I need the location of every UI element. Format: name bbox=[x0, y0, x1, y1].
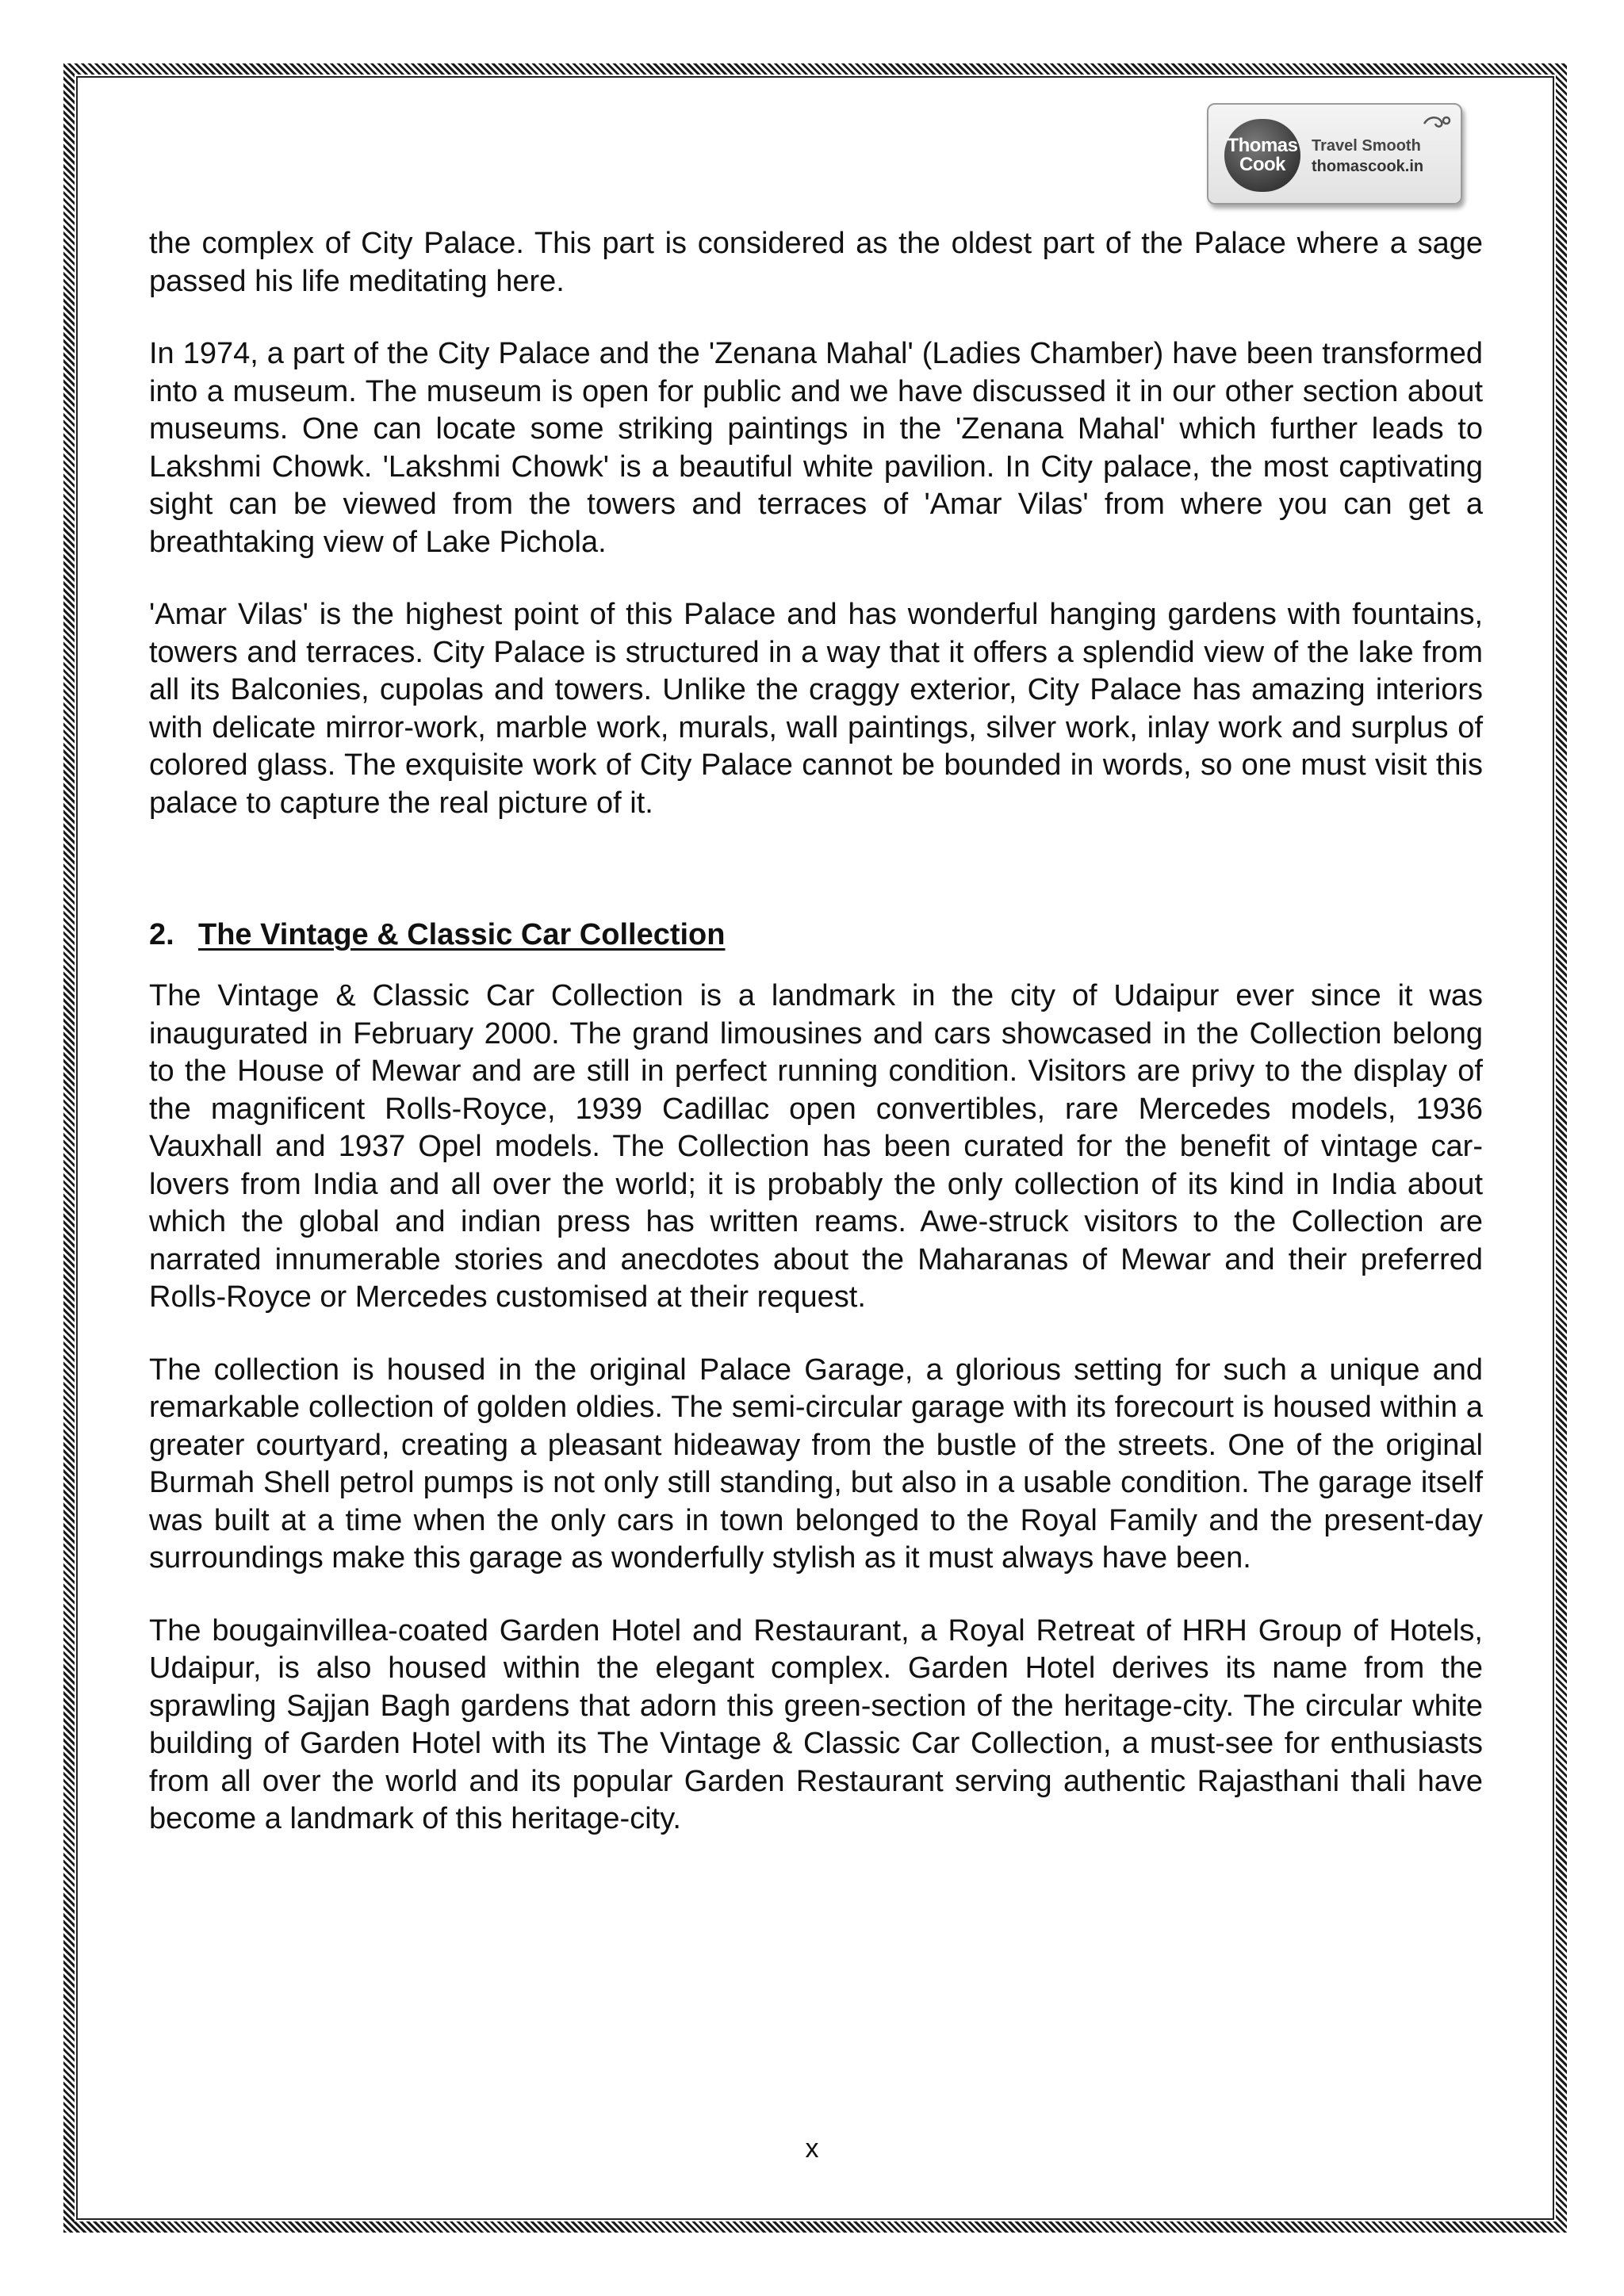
paragraph-amar-vilas: 'Amar Vilas' is the highest point of this Palace and has wonderful hanging gardens with fountains, towers and terraces. City Palace is structured in a way that it offers a splendid view of the lake from all its Balconies, cupolas and towers. Unlike the craggy exterior, City Palace has amazing interiors with delicate mirror-work, marble work, murals, wall paintings, silver work, inlay work and surplus of colored glass. The exquisite work of City Palace cannot be bounded in words, so one must visit this palace to capture the real picture of it. bbox=[149, 598, 1483, 820]
section-heading bbox=[149, 916, 1483, 954]
logo-badge bbox=[1224, 119, 1300, 192]
logo-url: thomascook.in bbox=[1312, 158, 1424, 175]
logo-badge-line1: Thomas bbox=[1227, 135, 1298, 156]
paragraph-car-collection: The Vintage & Classic Car Collection is a landmark in the city of Udaipur ever since it was inaugurated in February 2000. The grand limousines and cars showcased in the Collection belong to the House of Mewar and are still in perfect running condition. Visitors are privy to the display of the magnificent Rolls-Royce, 1939 Cadillac open convertibles, rare Mercedes models, 1936 Vauxhall and 1937 Opel models. The Collection has been curated for the benefit of vintage car-lovers from India and all over the world; it is probably the only collection of its kind in India about which the global and indian press has written reams. Awe-struck visitors to the Collection are narrated innumerable stories and anecdotes about the Maharanas of Mewar and their preferred Rolls-Royce or Mercedes customised at their request. bbox=[149, 979, 1483, 1314]
section-title: The Vintage & Classic Car Collection bbox=[198, 918, 726, 951]
paragraph-palace-garage: The collection is housed in the original Palace Garage, a glorious setting for such a unique and remarkable collection of golden oldies. The semi-circular garage with its forecourt is housed within a greater courtyard, creating a pleasant hideaway from the bustle of the streets. One of the original Burmah Shell petrol pumps is not only still standing, but also in a usable condition. The garage itself was built at a time when the only cars in town belonged to the Royal Family and the present-day surroundings make this garage as wonderfully stylish as it must always have been. bbox=[149, 1353, 1483, 1575]
paragraph-zenana-mahal: In 1974, a part of the City Palace and the 'Zenana Mahal' (Ladies Chamber) have been transformed into a museum. The museum is open for public and we have discussed it in our other section about museums. One can locate some striking paintings in the 'Zenana Mahal' which further leads to Lakshmi Chowk. 'Lakshmi Chowk' is a beautiful white pavilion. In City palace, the most captivating sight can be viewed from the towers and terraces of 'Amar Vilas' from where you can get a breathtaking view of Lake Pichola. bbox=[149, 337, 1483, 559]
thomas-cook-logo bbox=[1207, 103, 1462, 205]
logo-tagline: Travel Smooth bbox=[1312, 137, 1421, 155]
page-number: x bbox=[805, 2133, 819, 2164]
paragraph-garden-hotel: The bougainvillea-coated Garden Hotel and Restaurant, a Royal Retreat of HRH Group of Hotels, Udaipur, is also housed within the elegant complex. Garden Hotel derives its name from the sprawling Sajjan Bagh gardens that adorn this green-section of the heritage-city. The circular white building of Garden Hotel with its The Vintage & Classic Car Collection, a must-see for enthusiasts from all over the world and its popular Garden Restaurant serving authentic Rajasthani thali have become a landmark of this heritage-city. bbox=[149, 1613, 1483, 1835]
logo-badge-line2: Cook bbox=[1239, 154, 1285, 175]
document-body bbox=[149, 225, 1483, 1873]
paragraph-city-palace-intro: the complex of City Palace. This part is considered as the oldest part of the Palace where a sage passed his life meditating here. bbox=[149, 227, 1483, 298]
section-number: 2. bbox=[149, 918, 174, 951]
logo-swirl-icon bbox=[1421, 113, 1453, 132]
